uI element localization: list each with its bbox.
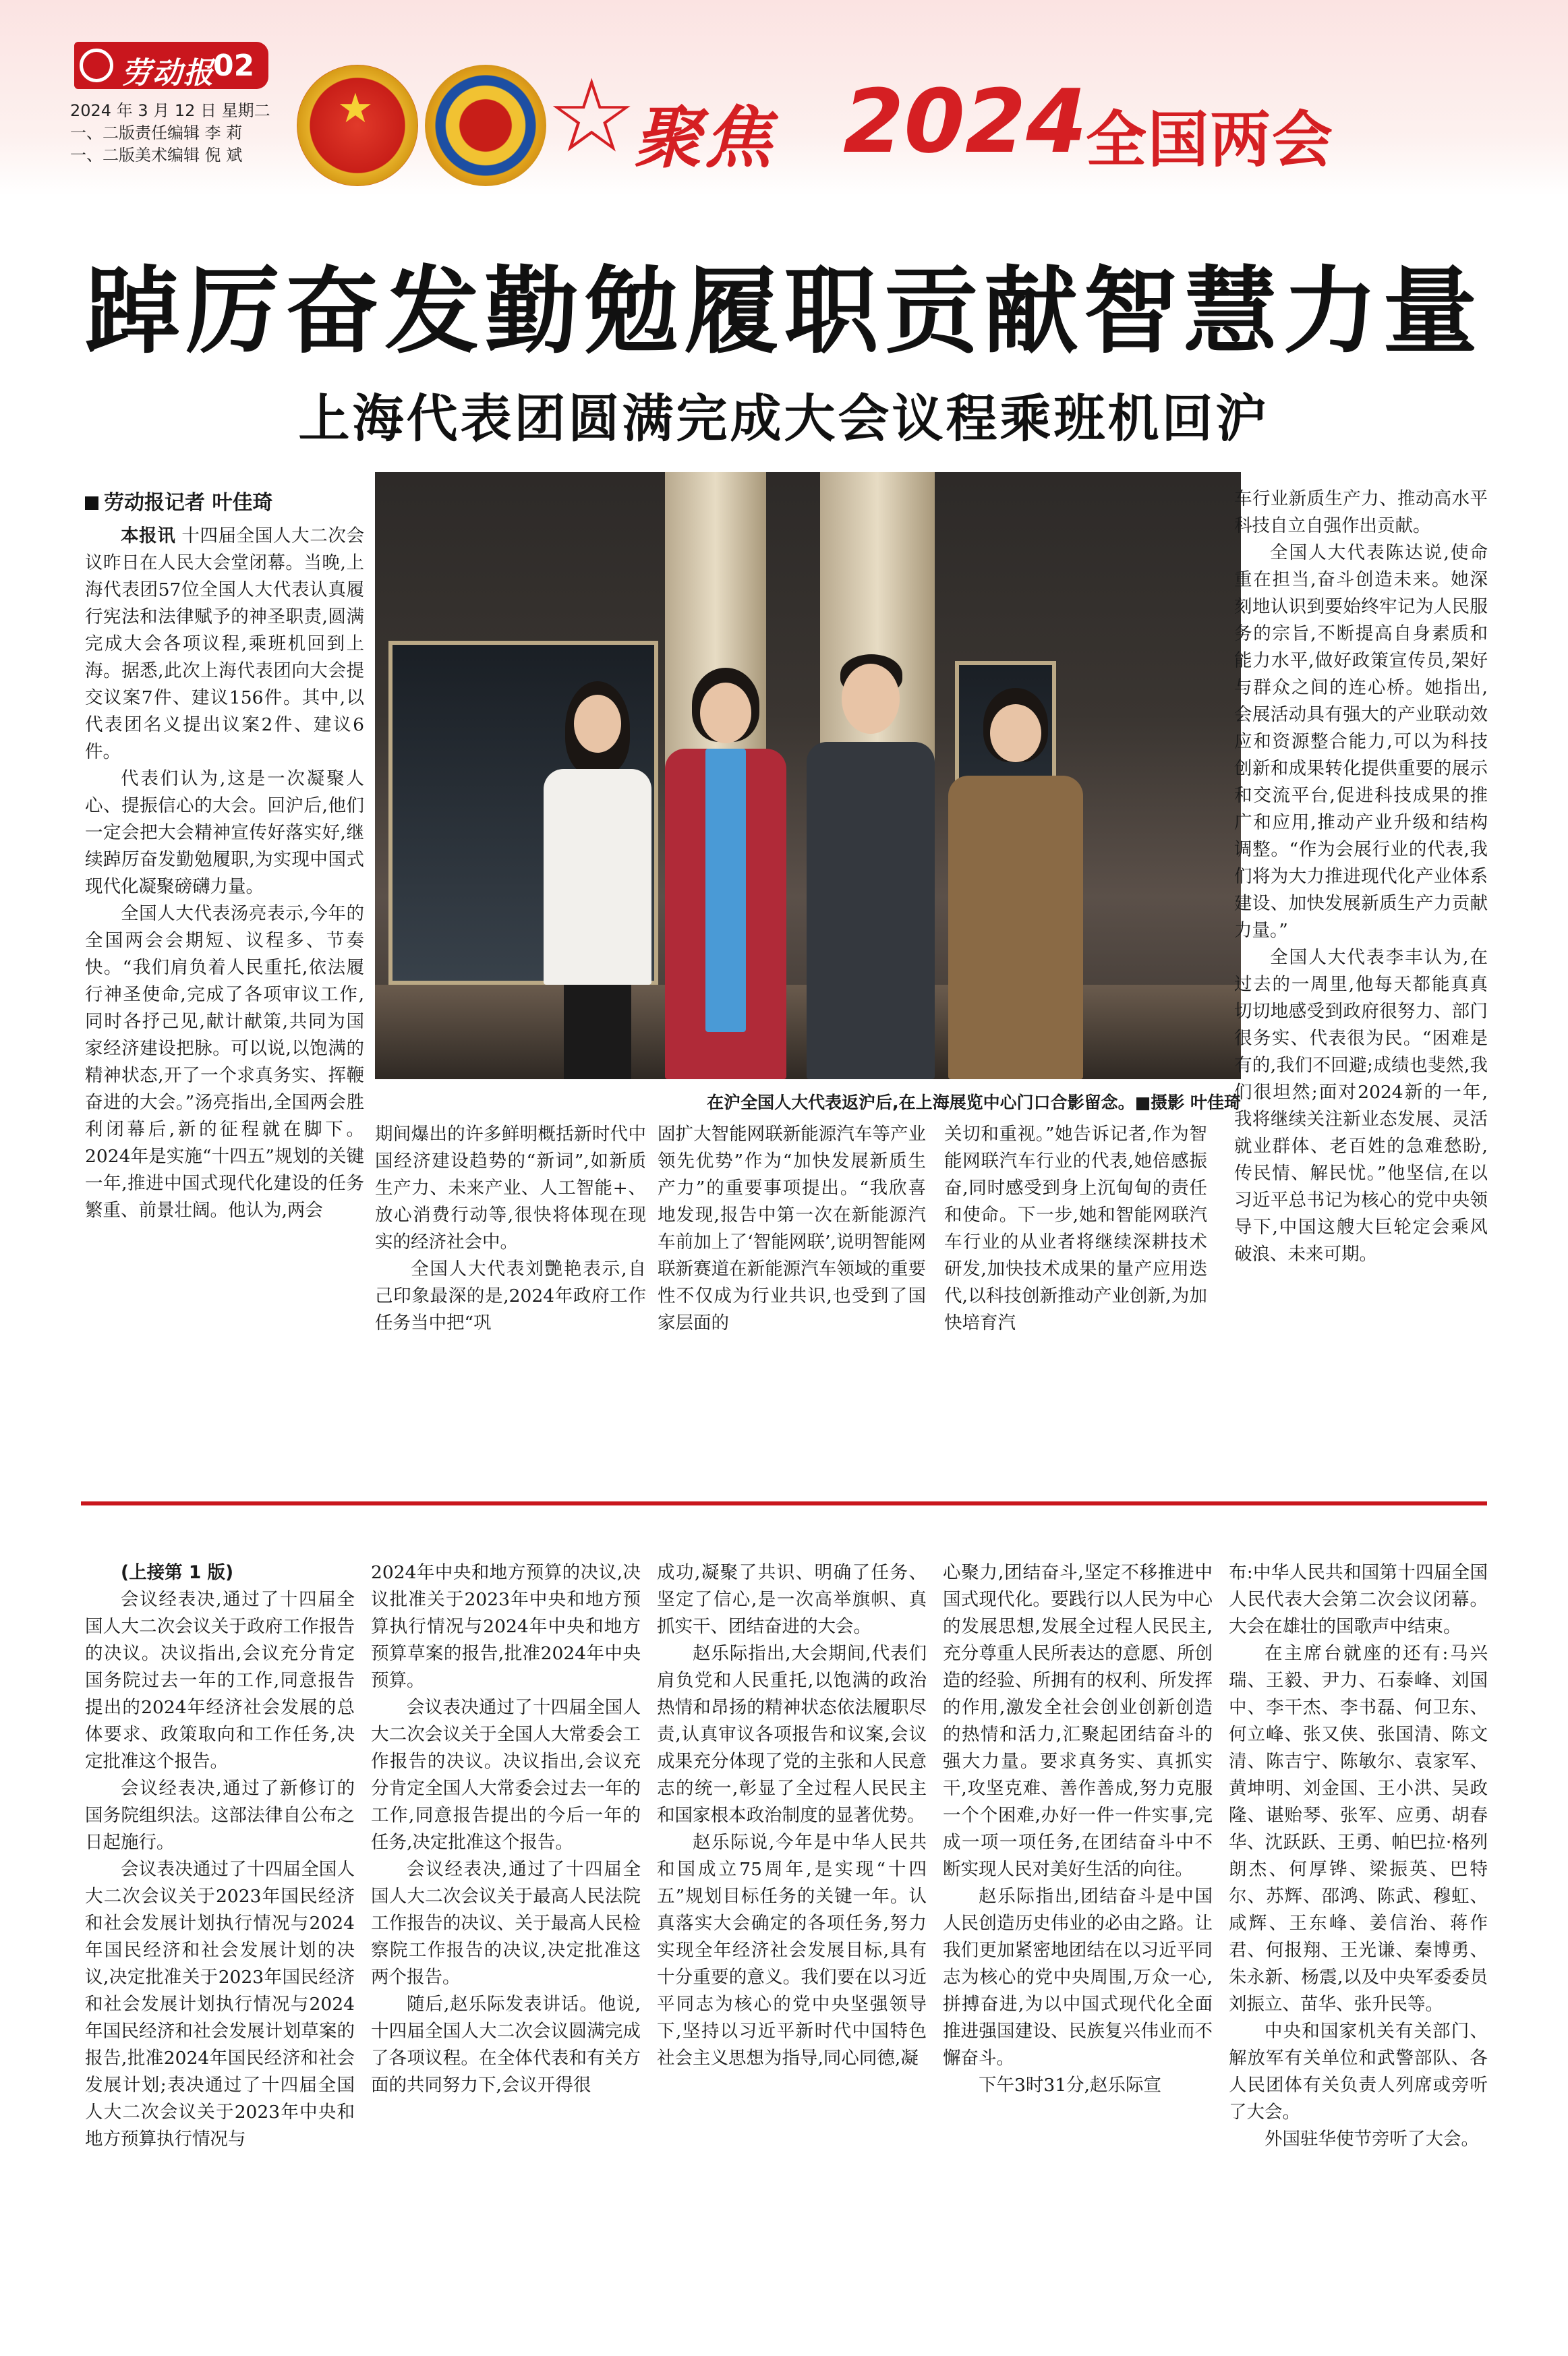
square-bullet-icon [85,496,98,510]
responsible-editor: 一、二版责任编辑 李 莉 [70,123,243,142]
newspaper-logo-icon [80,49,113,82]
article-paragraph: 期间爆出的许多鲜明概括新时代中国经济建设趋势的“新词”,如新质生产力、未来产业、人工智能+、放心消费行动等,很快将体现在现实的经济社会中。 [375,1124,646,1253]
article-paragraph: 全国人大代表汤亮表示,今年的全国两会会期短、议程多、节奏快。“我们肩负着人民重托,依法履行神圣使命,完成了各项审议工作,同时各抒己见,献计献策,共同为国家经济建设把脉。可以说,以饱满的精神状态,开了一个求真务实、挥鞭奋进的大会。”汤亮指出,全国两会胜利闭幕后,新的征程就在脚下。2024年是实施“十四五”规划的关键一年,推进中国式现代化建设的任务繁重、前景壮阔。他认为,两会 [85,903,364,1221]
article-paragraph: 全国人大代表陈达说,使命重在担当,奋斗创造未来。她深刻地认识到要始终牢记为人民服务的宗旨,不断提高自身素质和能力水平,做好政策宣传员,架好与群众之间的连心桥。她指出,会展活动具有强大的产业联动效应和资源整合能力,可以为科技创新和成果转化提供重要的展示和交流平台,促进科技成果的推广和应用,推动产业升级和结构调整。“作为会展行业的代表,我们将为大力推进现代化产业体系建设、加快发展新质生产力贡献力量。” [1234,542,1488,941]
photo-person [544,681,651,1079]
photo-person [665,668,786,1079]
continued-column-4 [943,1559,1213,2099]
art-editor: 一、二版美术编辑 倪 斌 [70,146,243,165]
banner-focus: 聚焦 [634,98,774,177]
article-paragraph: 会议表决通过了十四届全国人大二次会议关于全国人大常委会工作报告的决议。决议指出,会议充分肯定全国人大常委会过去一年的工作,同意报告提出的今后一年的任务,决定批准这个报告。 [371,1697,641,1853]
article-paragraph: 外国驻华使节旁听了大会。 [1265,2129,1479,2150]
article-paragraph: 会议经表决,通过了新修订的国务院组织法。这部法律自公布之日起施行。 [85,1778,355,1853]
main-headline: 踔厉奋发勤勉履职贡献智慧力量 [85,257,1483,367]
continued-column-5 [1229,1559,1488,2153]
red-star-icon: ☆ [546,58,637,175]
article-column-4 [944,1121,1207,1337]
article-paragraph: 会议经表决,通过了十四届全国人大二次会议关于政府工作报告的决议。决议指出,会议充分肯定国务院过去一年的工作,同意报告提出的2024年经济社会发展的总体要求、政策取向和工作任务,决定批准这个报告。 [85,1589,355,1772]
article-paragraph: 下午3时31分,赵乐际宣 [979,2075,1162,2096]
article-paragraph: 全国人大代表李丰认为,在过去的一周里,他每天都能真真切切地感受到政府很努力、部门很务实、代表很为民。“困难是有的,我们不回避;成绩也斐然,我们很坦然;面对2024新的一年,我将继续关注新业态发展、灵活就业群体、老百姓的急难愁盼,传民情、解民忧。”他坚信,在以习近平总书记为核心的党中央领导下,中国这艘大巨轮定会乘风破浪、未来可期。 [1234,947,1488,1265]
article-paragraph: 心聚力,团结奋斗,坚定不移推进中国式现代化。要践行以人民为中心的发展思想,发展全过程人民民主,充分尊重人民所表达的意愿、所创造的经验、所拥有的权利、所发挥的作用,激发全社会创业创新创造的热情和活力,汇聚起团结奋斗的强大力量。要求真务实、真抓实干,攻坚克难、善作善成,努力克服一个个困难,办好一件一件实事,完成一项一项任务,在团结奋斗中不断实现人民对美好生活的向往。 [943,1562,1213,1880]
byline [85,486,272,515]
article-column-3 [658,1121,926,1337]
continued-label: (上接第 1 版) [121,1562,234,1583]
article-paragraph [85,523,364,766]
masthead-tag [74,42,268,89]
byline-text: 劳动报记者 叶佳琦 [104,491,273,515]
article-paragraph: 赵乐际指出,团结奋斗是中国人民创造历史伟业的必由之路。让我们更加紧密地团结在以习近平同志为核心的党中央周围,万众一心,拼搏奋进,为以中国式现代化全面推进强国建设、民族复兴伟业而不懈奋斗。 [943,1886,1213,2069]
continued-column-3 [657,1559,927,2072]
issue-date: 2024 年 3 月 12 日 星期二 [70,101,270,120]
article-paragraph: 会议表决通过了十四届全国人大二次会议关于2023年国民经济和社会发展计划执行情况与2024年国民经济和社会发展计划的决议,决定批准关于2023年国民经济和社会发展计划执行情况与2024年国民经济和社会发展计划草案的报告,批准2024年国民经济和社会发展计划;表决通过了十四届全国人大二次会议关于2023年中央和地方预算执行情况与 [85,1859,355,2150]
photo-person [807,654,935,1079]
continued-column-2 [371,1559,641,2099]
continued-column-1 [85,1559,355,2153]
article-paragraph: 2024年中央和地方预算的决议,决议批准关于2023年中央和地方预算执行情况与2024年中央和地方预算草案的报告,批准2024年中央预算。 [371,1562,641,1691]
article-paragraph: 车行业新质生产力、推动高水平科技自立自强作出贡献。 [1234,488,1488,536]
article-paragraph: 赵乐际指出,大会期间,代表们肩负党和人民重托,以饱满的政治热情和昂扬的精神状态依法履职尽责,认真审议各项报告和议案,会议成果充分体现了党的主张和人民意志的统一,彰显了全过程人民民主和国家根本政治制度的显著优势。 [657,1643,927,1826]
banner-event: 全国两会 [1086,105,1334,175]
article-paragraph: 成功,凝聚了共识、明确了任务、坚定了信心,是一次高举旗帜、真抓实干、团结奋进的大会。 [657,1562,927,1637]
article-paragraph: 随后,赵乐际发表讲话。他说,十四届全国人大二次会议圆满完成了各项议程。在全体代表和有关方面的共同努力下,会议开得很 [371,1994,641,2096]
article-paragraph: 代表们认为,这是一次凝聚人心、提振信心的大会。回沪后,他们一定会把大会精神宣传好落实好,继续踔厉奋发勤勉履职,为实现中国式现代化凝聚磅礴力量。 [85,768,364,897]
group-photo [375,472,1241,1079]
photo-caption: 在沪全国人大代表返沪后,在上海展览中心门口合影留念。■摄影 叶佳琦 [707,1093,1241,1112]
article-paragraph: 全国人大代表刘艷艳表示,自己印象最深的是,2024年政府工作任务当中把“巩 [375,1259,646,1333]
article-paragraph: 固扩大智能网联新能源汽车等产业领先优势”作为“加快发展新质生产力”的重要事项提出。“我欣喜地发现,报告中第一次在新能源汽车前加上了‘智能网联’,说明智能网联新赛道在新能源汽车领域的重要性不仅成为行业共识,也受到了国家层面的 [658,1124,926,1333]
page-number: 02 [213,49,255,83]
paragraph-text: 十四届全国人大二次会议昨日在人民大会堂闭幕。当晚,上海代表团57位全国人大代表认真履行宪法和法律赋予的神圣职责,圆满完成大会各项议程,乘班机回到上海。据悉,此次上海代表团向大会提交议案7件、建议156件。其中,以代表团名义提出议案2件、建议6件。 [85,525,365,762]
article-paragraph: 布:中华人民共和国第十四届全国人民代表大会第二次会议闭幕。大会在雄壮的国歌声中结束。 [1229,1562,1488,1637]
cppcc-emblem-icon [425,65,546,186]
sub-headline: 上海代表团圆满完成大会议程乘班机回沪 [298,389,1270,449]
paper-name: 劳动报 [121,56,214,90]
paragraph-lead: 本报讯 [121,525,176,546]
article-paragraph: 会议经表决,通过了十四届全国人大二次会议关于最高人民法院工作报告的决议、关于最高人民检察院工作报告的决议,决定批准这两个报告。 [371,1859,641,1988]
section-divider [81,1501,1487,1505]
article-column-2 [375,1121,646,1337]
article-paragraph: 关切和重视。”她告诉记者,作为智能网联汽车行业的代表,她倍感振奋,同时感受到身上沉甸甸的责任和使命。下一步,她和智能网联汽车行业的从业者将继续深耕技术研发,加快技术成果的量产应用迭代,以科技创新推动产业创新,为加快培育汽 [944,1124,1207,1333]
article-paragraph: 中央和国家机关有关部门、解放军有关单位和武警部队、各人民团体有关负责人列席或旁听了大会。 [1229,2021,1488,2123]
national-emblem-icon: ★ [297,65,418,186]
page-header [0,0,1568,196]
article-column-5 [1234,486,1488,1268]
photo-person [948,688,1083,1079]
article-column-1 [85,523,364,1224]
banner-year: 2024 [843,70,1087,173]
article-paragraph: 赵乐际说,今年是中华人民共和国成立75周年,是实现“十四五”规划目标任务的关键一年。认真落实大会确定的各项任务,努力实现全年经济社会发展目标,具有十分重要的意义。我们要在以习近平同志为核心的党中央坚强领导下,坚持以习近平新时代中国特色社会主义思想为指导,同心同德,凝 [657,1832,927,2069]
article-paragraph: 在主席台就座的还有:马兴瑞、王毅、尹力、石泰峰、刘国中、李干杰、李书磊、何卫东、何立峰、张又侠、张国清、陈文清、陈吉宁、陈敏尔、袁家军、黄坤明、刘金国、王小洪、吴政隆、谌贻琴、张军、应勇、胡春华、沈跃跃、王勇、帕巴拉·格列朗杰、何厚铧、梁振英、巴特尔、苏辉、邵鸿、陈武、穆虹、咸辉、王东峰、姜信治、蒋作君、何报翔、王光谦、秦博勇、朱永新、杨震,以及中央军委委员刘振立、苗华、张升民等。 [1229,1643,1488,2015]
focus-banner [546,57,1416,185]
issue-meta [70,100,270,167]
